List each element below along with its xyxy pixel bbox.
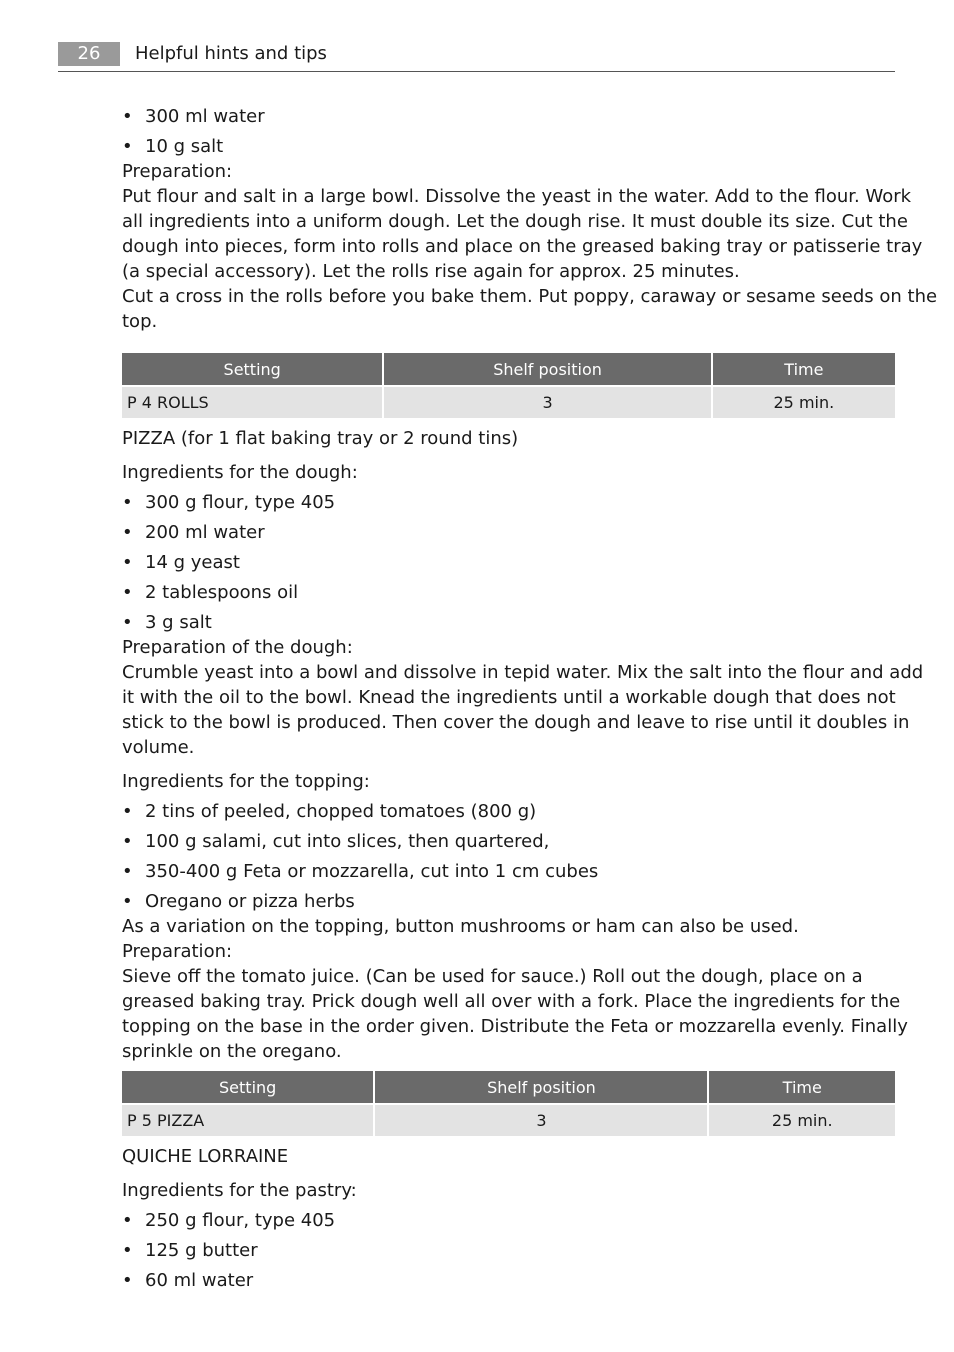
table-header-row	[122, 1071, 895, 1103]
list-item: • 300 g flour, type 405	[122, 490, 897, 515]
list-item: • 350-400 g Feta or mozzarella, cut into 1 cm cubes	[122, 859, 897, 884]
quiche-pastry-heading: Ingredients for the pastry:	[122, 1180, 357, 1201]
text-line: topping on the base in the order given. Distribute the Feta or mozzarella evenly. Finally	[122, 1016, 908, 1037]
list-item: • 3 g salt	[122, 610, 897, 635]
section-title: Helpful hints and tips	[135, 43, 327, 64]
list-item: • 2 tablespoons oil	[122, 580, 897, 605]
list-item: • 100 g salami, cut into slices, then quartered,	[122, 829, 897, 854]
text-line: it with the oil to the bowl. Knead the ingredients until a workable dough that does not	[122, 687, 896, 708]
quiche-pastry-ingredient-list	[122, 1208, 897, 1293]
pizza-dough-prep-text	[122, 660, 924, 760]
rolls-ingredient-list	[122, 104, 897, 159]
shelf-cell: 3	[375, 1103, 707, 1136]
time-cell: 25 min.	[713, 385, 895, 418]
time-cell: 25 min.	[709, 1103, 895, 1136]
text-line: greased baking tray. Prick dough well all over with a fork. Place the ingredients for the	[122, 991, 901, 1012]
text-line: dough into pieces, form into rolls and place on the greased baking tray or patisserie tray	[122, 236, 923, 257]
pizza-variation-note: As a variation on the topping, button mushrooms or ham can also be used.	[122, 916, 799, 937]
table-row	[122, 385, 895, 418]
text-line: all ingredients into a uniform dough. Let the dough rise. It must double its size. Cut the	[122, 211, 908, 232]
list-item: • 300 ml water	[122, 104, 897, 129]
pizza-dough-ingredient-list	[122, 490, 897, 635]
text-line: sprinkle on the oregano.	[122, 1041, 342, 1062]
pizza-preparation-heading: Preparation:	[122, 941, 233, 962]
pizza-title: PIZZA (for 1 flat baking tray or 2 round tins)	[122, 428, 519, 449]
pizza-settings-table	[120, 1071, 897, 1136]
text-line: stick to the bowl is produced. Then cover the dough and leave to rise until it doubles in	[122, 712, 910, 733]
rolls-settings-table	[120, 353, 897, 418]
list-item: • 14 g yeast	[122, 550, 897, 575]
program-code: P 5	[127, 1111, 152, 1130]
program-code: P 4	[127, 393, 152, 412]
quiche-title: QUICHE LORRAINE	[122, 1146, 289, 1167]
text-line: Crumble yeast into a bowl and dissolve in tepid water. Mix the salt into the flour and add	[122, 662, 924, 683]
column-header-time: Time	[709, 1071, 895, 1103]
column-header-time: Time	[713, 353, 895, 385]
list-item: • 10 g salt	[122, 134, 897, 159]
text-line: Put flour and salt in a large bowl. Dissolve the yeast in the water. Add to the flour. Work	[122, 186, 912, 207]
column-header-setting: Setting	[122, 1071, 373, 1103]
column-header-setting: Setting	[122, 353, 382, 385]
text-line: top.	[122, 311, 158, 332]
rolls-preparation-heading: Preparation:	[122, 161, 233, 182]
text-line: volume.	[122, 737, 195, 758]
list-item: • 250 g flour, type 405	[122, 1208, 897, 1233]
pizza-preparation-text	[122, 964, 908, 1064]
column-header-shelf: Shelf position	[384, 353, 710, 385]
list-item: • 200 ml water	[122, 520, 897, 545]
program-name: PIZZA	[157, 1111, 205, 1130]
table-header-row	[122, 353, 895, 385]
pizza-dough-prep-heading: Preparation of the dough:	[122, 637, 353, 658]
text-line: Cut a cross in the rolls before you bake them. Put poppy, caraway or sesame seeds on the	[122, 286, 938, 307]
text-line: (a special accessory). Let the rolls rise again for approx. 25 minutes.	[122, 261, 740, 282]
list-item: • Oregano or pizza herbs	[122, 889, 897, 914]
setting-cell	[122, 1103, 373, 1136]
shelf-cell: 3	[384, 385, 710, 418]
text-line: Sieve off the tomato juice. (Can be used for sauce.) Roll out the dough, place on a	[122, 966, 863, 987]
setting-cell	[122, 385, 382, 418]
list-item: • 125 g butter	[122, 1238, 897, 1263]
program-name: ROLLS	[157, 393, 209, 412]
pizza-dough-heading: Ingredients for the dough:	[122, 462, 358, 483]
page-number: 26	[58, 42, 120, 66]
pizza-topping-heading: Ingredients for the topping:	[122, 771, 370, 792]
page-header	[58, 40, 895, 72]
list-item: • 2 tins of peeled, chopped tomatoes (800 g)	[122, 799, 897, 824]
rolls-preparation-text	[122, 184, 938, 334]
column-header-shelf: Shelf position	[375, 1071, 707, 1103]
page-content	[122, 104, 938, 1293]
pizza-topping-ingredient-list	[122, 799, 897, 914]
list-item: • 60 ml water	[122, 1268, 897, 1293]
table-row	[122, 1103, 895, 1136]
